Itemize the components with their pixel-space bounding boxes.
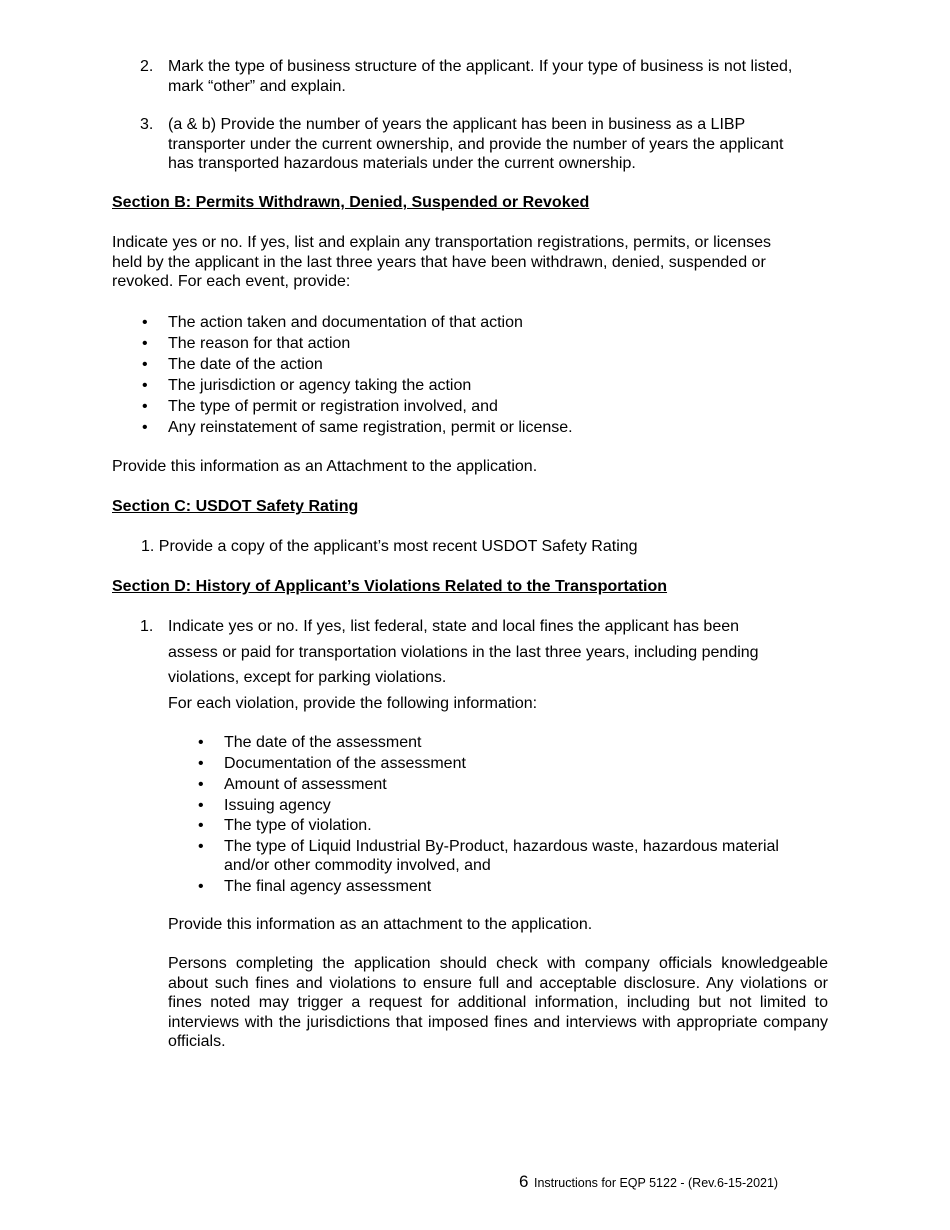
section-b-bullet-2: The reason for that action — [168, 335, 351, 352]
bullet-icon: • — [142, 356, 148, 373]
section-b-intro-line-2: held by the applicant in the last three years that have been withdrawn, denied, suspended or — [112, 254, 766, 271]
section-d-item-number: 1. — [140, 618, 154, 635]
bullet-icon: • — [142, 335, 148, 352]
bullet-icon: • — [198, 755, 204, 772]
section-d-item-line-3: violations, except for parking violations. — [168, 669, 447, 686]
section-d-item-line-2: assess or paid for transportation violations in the last three years, including pending — [168, 644, 759, 661]
section-d-attachment-note: Provide this information as an attachment to the application. — [168, 916, 593, 933]
section-b-intro-line-1: Indicate yes or no. If yes, list and explain any transportation registrations, permits, or licenses — [112, 234, 771, 251]
bullet-icon: • — [142, 314, 148, 331]
section-d-bullet-6-line-1: The type of Liquid Industrial By-Product, hazardous waste, hazardous material — [224, 838, 779, 855]
page-number: 6 — [519, 1172, 529, 1191]
section-b-intro-line-3: revoked. For each event, provide: — [112, 273, 351, 290]
section-c-heading: Section C: USDOT Safety Rating — [112, 498, 359, 515]
bullet-icon: • — [198, 838, 204, 855]
section-b-closing: Provide this information as an Attachment to the application. — [112, 458, 538, 475]
section-d-bullet-3: Amount of assessment — [224, 776, 387, 793]
bullet-icon: • — [198, 878, 204, 895]
section-d-bullet-6-line-2: and/or other commodity involved, and — [224, 857, 491, 874]
section-b-bullet-4: The jurisdiction or agency taking the action — [168, 377, 472, 394]
section-b-heading: Section B: Permits Withdrawn, Denied, Suspended or Revoked — [112, 194, 590, 211]
section-d-bullet-4: Issuing agency — [224, 797, 331, 814]
footer-text: Instructions for EQP 5122 - (Rev.6-15-2021) — [534, 1176, 779, 1190]
bullet-icon: • — [142, 377, 148, 394]
bullet-icon: • — [142, 398, 148, 415]
item-2-number: 2. — [140, 58, 154, 75]
section-d-item-line-1: Indicate yes or no. If yes, list federal, state and local fines the applicant has been — [168, 618, 740, 635]
section-b-bullet-5: The type of permit or registration involved, and — [168, 398, 498, 415]
section-b-bullet-3: The date of the action — [168, 356, 323, 373]
section-d-bullet-1: The date of the assessment — [224, 734, 422, 751]
section-d-item-line-4: For each violation, provide the following information: — [168, 695, 538, 712]
section-d-bullet-7: The final agency assessment — [224, 878, 432, 895]
item-2-line-2: mark “other” and explain. — [168, 78, 346, 95]
item-3-line-3: has transported hazardous materials under the current ownership. — [168, 155, 636, 172]
bullet-icon: • — [198, 817, 204, 834]
section-d-disclosure-paragraph: Persons completing the application should check with company officials knowledgeable about such fines and violations to ensure full and acceptable disclosure. Any violations or fines noted may trigger a request for additional information, including but not limited to interviews with the jurisdictions that imposed fines and interviews with appropriate company officials. — [168, 955, 828, 1050]
section-b-bullet-6: Any reinstatement of same registration, permit or license. — [168, 419, 573, 436]
section-b-bullet-1: The action taken and documentation of that action — [168, 314, 523, 331]
bullet-icon: • — [198, 797, 204, 814]
section-d-heading: Section D: History of Applicant’s Violations Related to the Transportation — [112, 578, 668, 595]
bullet-icon: • — [198, 776, 204, 793]
bullet-icon: • — [198, 734, 204, 751]
bullet-icon: • — [142, 419, 148, 436]
item-3-line-2: transporter under the current ownership, and provide the number of years the applicant — [168, 136, 784, 153]
item-3-line-1: (a & b) Provide the number of years the applicant has been in business as a LIBP — [168, 116, 746, 133]
item-2-line-1: Mark the type of business structure of the applicant. If your type of business is not listed, — [168, 58, 793, 75]
section-d-bullet-5: The type of violation. — [224, 817, 372, 834]
section-d-bullet-2: Documentation of the assessment — [224, 755, 466, 772]
item-3-number: 3. — [140, 116, 154, 133]
section-c-item: 1. Provide a copy of the applicant’s most recent USDOT Safety Rating — [141, 538, 638, 555]
